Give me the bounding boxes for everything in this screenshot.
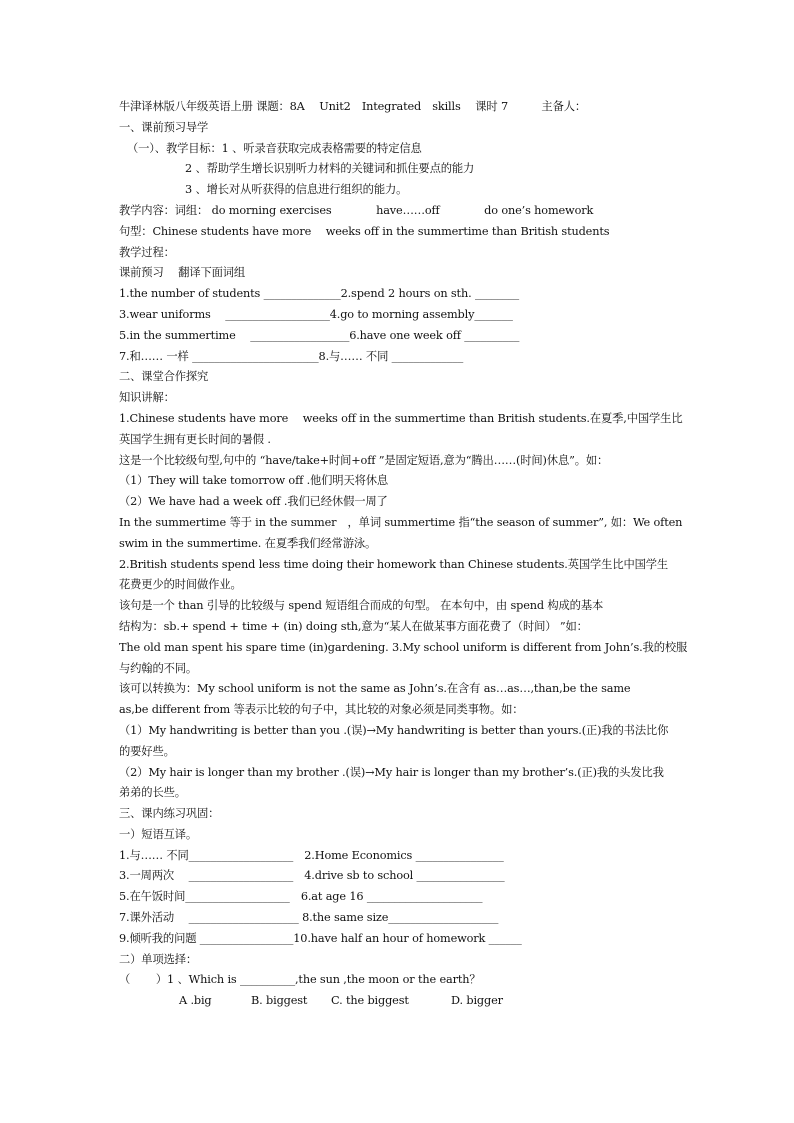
choice-d: D. bigger <box>451 994 503 1008</box>
choice-b: B. biggest <box>251 994 308 1008</box>
teaching-process: 教学过程： <box>119 245 175 259</box>
sentence-pattern: 句型：Chinese students have more weeks off in the summertime than British students <box>119 224 610 238</box>
explanation-line: （2）We have had a week off .我们已经休假一周了 <box>119 495 388 509</box>
header-title: 牛津译林版八年级英语上册 课题：8A Unit2 Integrated skills 课时 7 主备人： <box>119 100 587 113</box>
explanation-line: （1）They will take tomorrow off .他们明天将休息 <box>119 474 389 488</box>
phrase-row: 1.与…… 不同___________________ 2.Home Economics ________________ <box>119 848 504 862</box>
choice-a: A .big <box>179 994 212 1008</box>
phrase-row: 5.在午饭时间___________________ 6.at age 16 _____________________ <box>119 890 483 904</box>
preview-row: 1.the number of students ______________2.spend 2 hours on sth. ________ <box>119 287 519 301</box>
section3-heading: 三、课内练习巩固： <box>119 807 220 821</box>
explanation-line: swim in the summertime. 在夏季我们经常游泳。 <box>119 536 377 550</box>
explanation-line: 结构为：sb.+ spend + time + (in) doing sth,意为“某人在做某事方面花费了（时间） ”如： <box>119 619 588 633</box>
section1-heading: 一、课前预习导学 <box>119 120 209 134</box>
phrase-row: 9.倾听我的问题 _________________10.have half an hour of homework ______ <box>119 931 522 945</box>
preview-row: 5.in the summertime __________________6.have one week off __________ <box>119 328 520 342</box>
explanation-line: 花费更少的时间做作业。 <box>119 578 242 592</box>
explanation-line: 的要好些。 <box>119 744 175 758</box>
explanation-line: The old man spent his spare time (in)gardening. 3.My school uniform is different from John’s.我的校服 <box>119 640 688 654</box>
preview-row: 3.wear uniforms ___________________4.go to morning assembly_______ <box>119 307 513 321</box>
knowledge-heading: 知识讲解： <box>119 391 175 405</box>
explanation-line: 2.British students spend less time doing their homework than Chinese students.英国学生比中国学生 <box>119 557 669 571</box>
explanation-line: 弟弟的长些。 <box>119 786 186 800</box>
objective-1: （一）、教学目标：1 、听录音获取完成表格需要的特定信息 <box>127 141 422 155</box>
explanation-line: 这是一个比较级句型,句中的 “have/take+时间+off ”是固定短语,意为“腾出……(时间)休息”。如： <box>119 453 609 467</box>
phrase-row: 3.一周两次 ___________________ 4.drive sb to school ________________ <box>119 869 505 883</box>
answer-choices <box>119 991 679 1012</box>
explanation-line: as,be different from 等表示比较的句子中，其比较的对象必须是同类事物。如： <box>119 703 524 717</box>
preview-row: 7.和…… 一样 _______________________8.与…… 不同 _____________ <box>119 349 464 363</box>
objective-2: 2 、帮助学生增长识别听力材料的关键词和抓住要点的能力 <box>185 162 475 176</box>
explanation-line: 1.Chinese students have more weeks off in the summertime than British students.在夏季,中国学生比 <box>119 411 683 425</box>
explanation-line: （1）My handwriting is better than you .(误)→My handwriting is better than yours.(正)我的书法比你 <box>119 723 669 737</box>
preview-heading: 课前预习 翻译下面词组 <box>119 266 246 280</box>
worksheet-page <box>119 97 688 1012</box>
teaching-content: 教学内容：词组： do morning exercises have……off do one’s homework <box>119 203 594 217</box>
explanation-line: 英国学生拥有更长时间的暑假 . <box>119 432 271 446</box>
choice-c: C. the biggest <box>331 994 409 1008</box>
explanation-line: 该句是一个 than 引导的比较级与 spend 短语组合而成的句型。 在本句中，由 spend 构成的基本 <box>119 599 604 613</box>
question-1: （ ）1 、Which is __________,the sun ,the moon or the earth？ <box>119 973 481 987</box>
explanation-line: 与约翰的不同。 <box>119 661 198 675</box>
phrase-translation-heading: 一）短语互译。 <box>119 827 198 841</box>
section2-heading: 二、课堂合作探究 <box>119 370 209 384</box>
explanation-line: 该可以转换为：My school uniform is not the same as John’s.在含有 as…as…,than,be the same <box>119 682 631 696</box>
objective-3: 3 、增长对从听获得的信息进行组织的能力。 <box>185 183 408 197</box>
phrase-row: 7.课外活动 ____________________ 8.the same size____________________ <box>119 911 499 925</box>
explanation-line: （2）My hair is longer than my brother .(误)→My hair is longer than my brother’s.(正)我的头发比我 <box>119 765 664 779</box>
explanation-line: In the summertime 等于 in the summer ，单词 summertime 指“the season of summer”, 如：We often <box>119 515 683 529</box>
multiple-choice-heading: 二）单项选择： <box>119 952 198 966</box>
